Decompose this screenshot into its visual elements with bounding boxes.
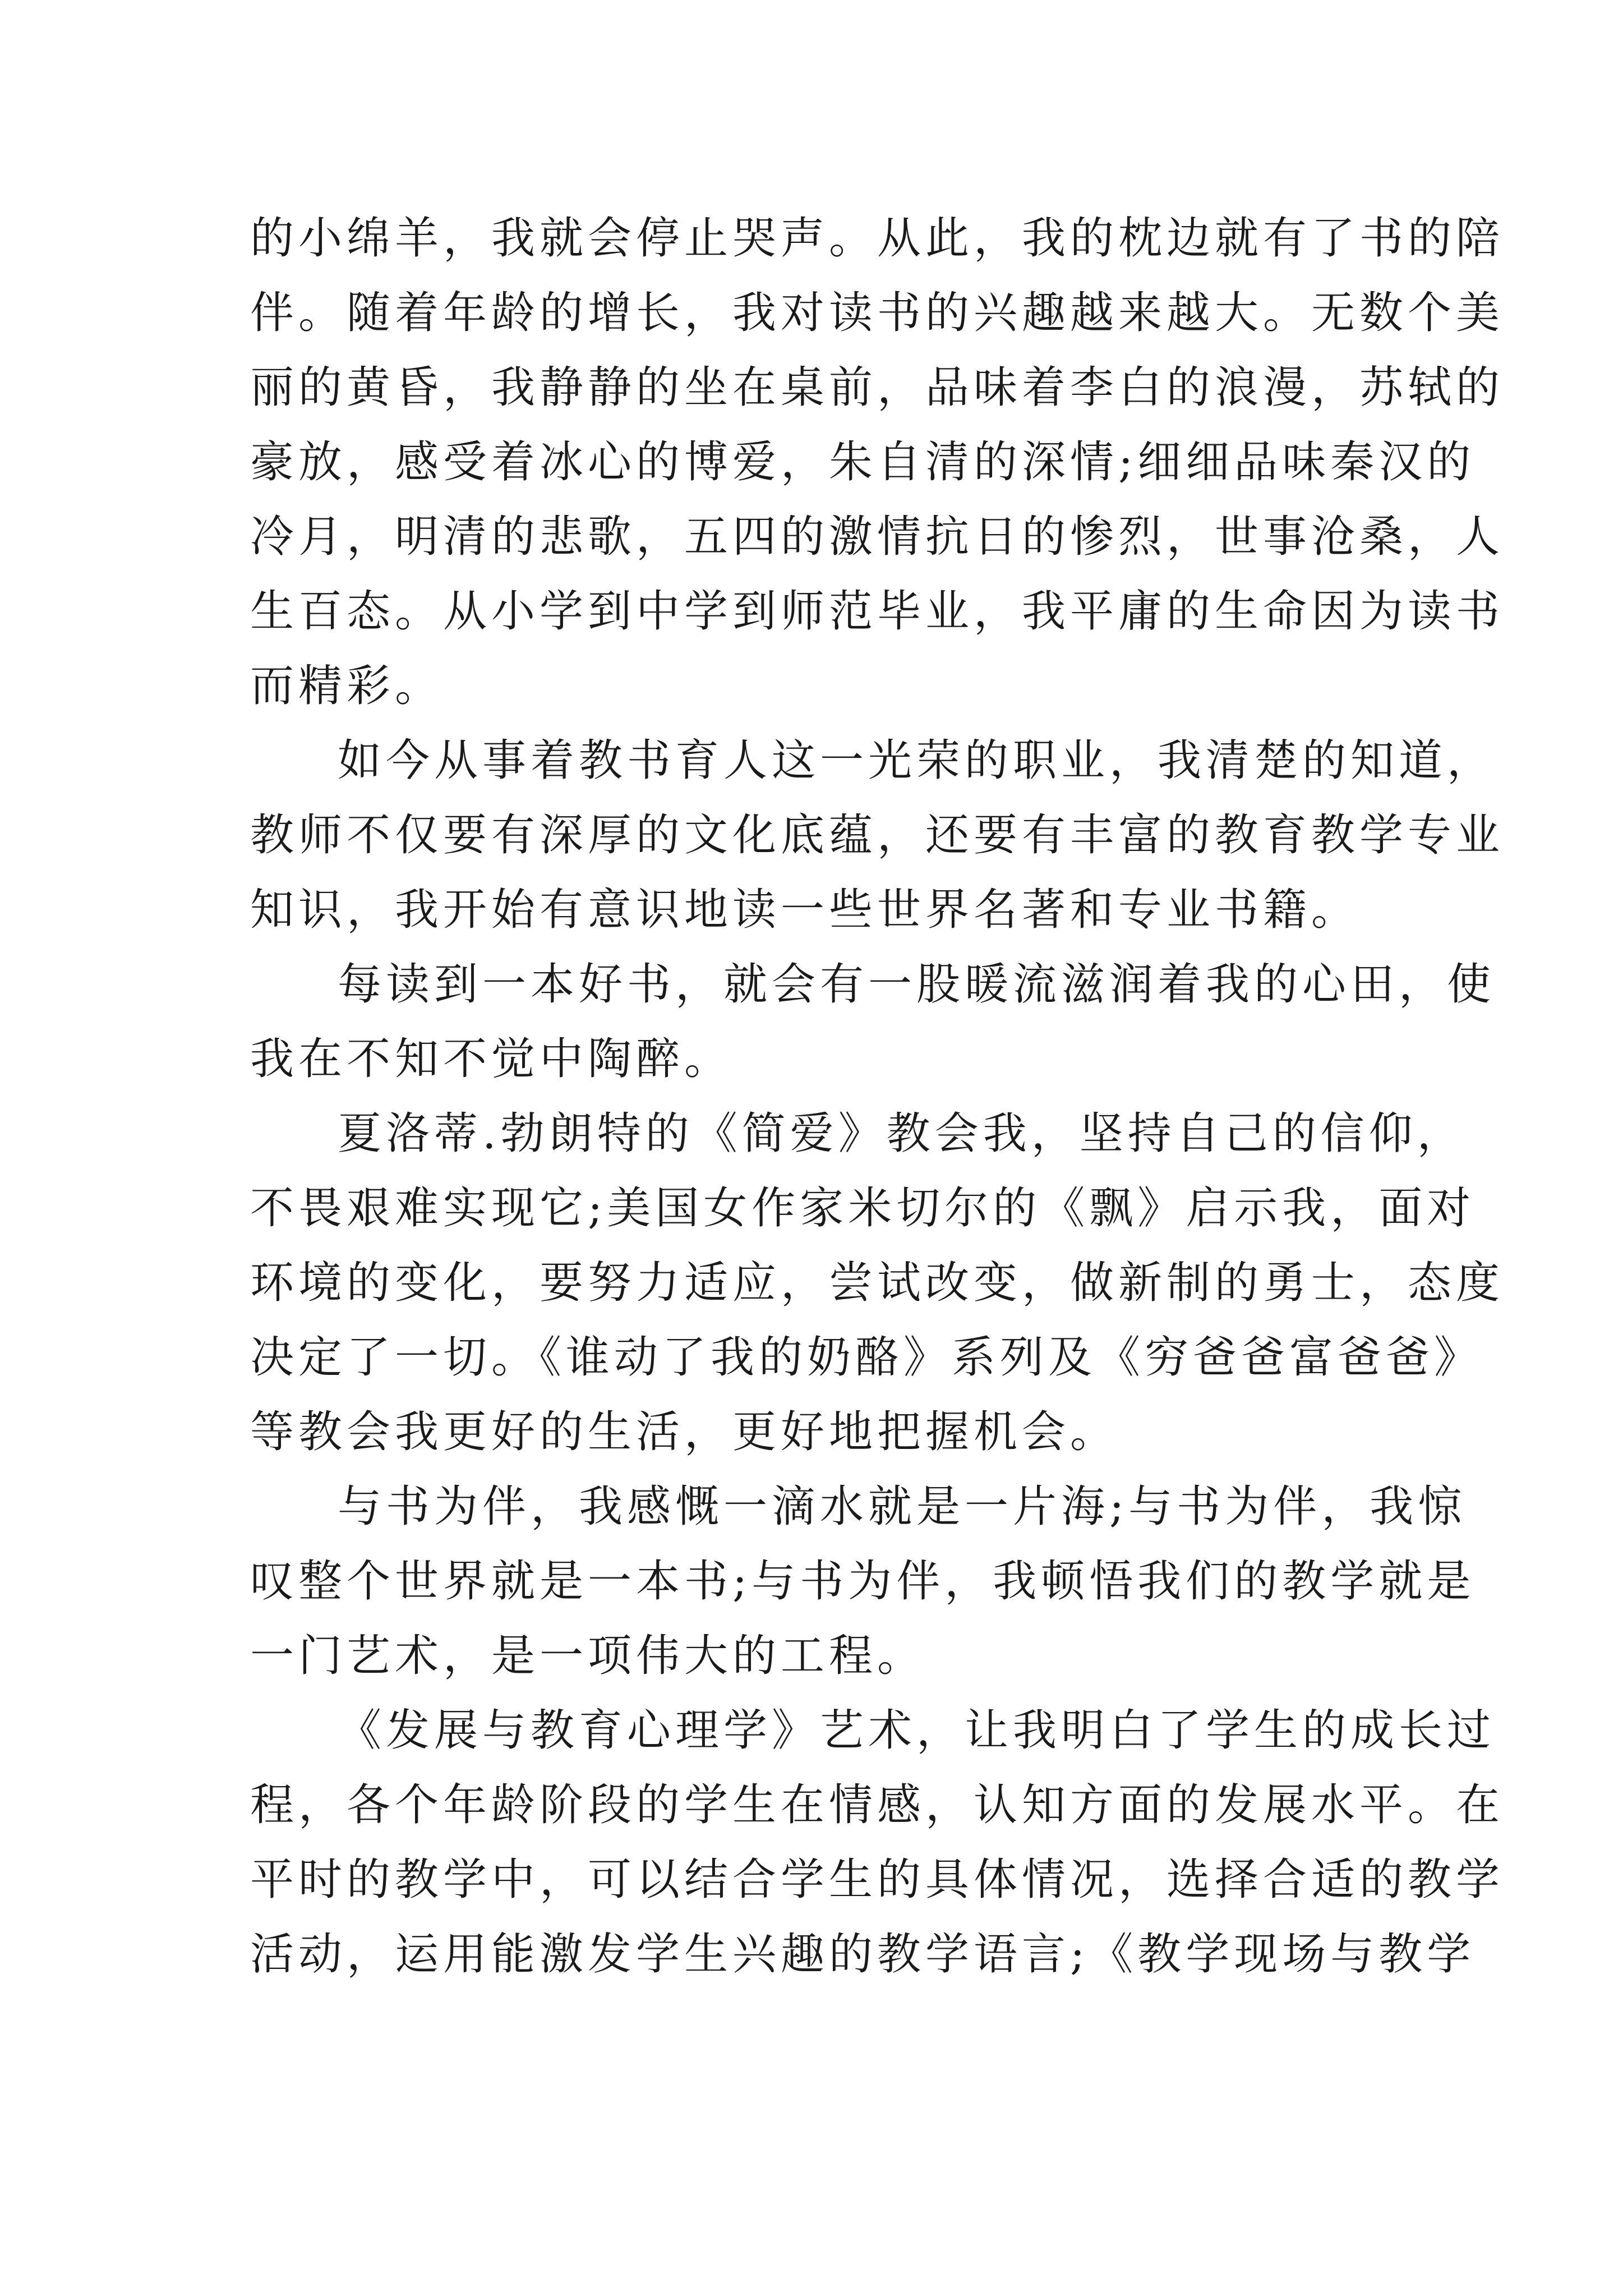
text-line: 程，各个年龄阶段的学生在情感，认知方面的发展水平。在: [250, 1780, 1505, 1830]
paragraph-first-line: 如今从事着教书育人这一光荣的职业，我清楚的知道，: [338, 735, 1496, 786]
text-line: 我在不知不觉中陶醉。: [250, 1034, 733, 1084]
paragraph-first-line: 《发展与教育心理学》艺术，让我明白了学生的成长过: [338, 1705, 1496, 1756]
text-line: 丽的黄昏，我静静的坐在桌前，品味着李白的浪漫，苏轼的: [250, 362, 1505, 413]
text-line: 活动，运用能激发学生兴趣的教学语言;《教学现场与教学: [250, 1929, 1476, 1980]
text-line: 豪放，感受着冰心的博爱，朱自清的深情;细细品味秦汉的: [250, 437, 1476, 487]
text-line: 生百态。从小学到中学到师范毕业，我平庸的生命因为读书: [250, 586, 1505, 637]
text-line: 一门艺术，是一项伟大的工程。: [250, 1631, 926, 1681]
paragraph-first-line: 每读到一本好书，就会有一股暖流滋润着我的心田，使: [338, 959, 1496, 1010]
text-line: 环境的变化，要努力适应，尝试改变，做新制的勇士，态度: [250, 1258, 1505, 1308]
text-line: 不畏艰难实现它;美国女作家米切尔的《飘》启示我，面对: [250, 1183, 1476, 1234]
text-line: 叹整个世界就是一本书;与书为伴，我顿悟我们的教学就是: [250, 1556, 1476, 1607]
text-line: 教师不仅要有深厚的文化底蕴，还要有丰富的教育教学专业: [250, 810, 1505, 861]
paragraph-first-line: 夏洛蒂.勃朗特的《简爱》教会我，坚持自己的信仰，: [338, 1108, 1465, 1159]
paragraph-first-line: 与书为伴，我感慨一滴水就是一片海;与书为伴，我惊: [338, 1481, 1467, 1532]
text-line: 而精彩。: [250, 661, 444, 711]
text-line: 伴。随着年龄的增长，我对读书的兴趣越来越大。无数个美: [250, 288, 1505, 338]
text-line: 平时的教学中，可以结合学生的具体情况，选择合适的教学: [250, 1855, 1505, 1905]
text-line: 的小绵羊，我就会停止哭声。从此，我的枕边就有了书的陪: [250, 213, 1505, 264]
text-line: 决定了一切。《谁动了我的奶酪》系列及《穷爸爸富爸爸》: [250, 1332, 1483, 1383]
text-line: 冷月，明清的悲歌，五四的激情抗日的惨烈，世事沧桑，人: [250, 512, 1505, 562]
text-line: 等教会我更好的生活，更好地把握机会。: [250, 1407, 1119, 1457]
text-line: 知识，我开始有意识地读一些世界名著和专业书籍。: [250, 885, 1360, 935]
